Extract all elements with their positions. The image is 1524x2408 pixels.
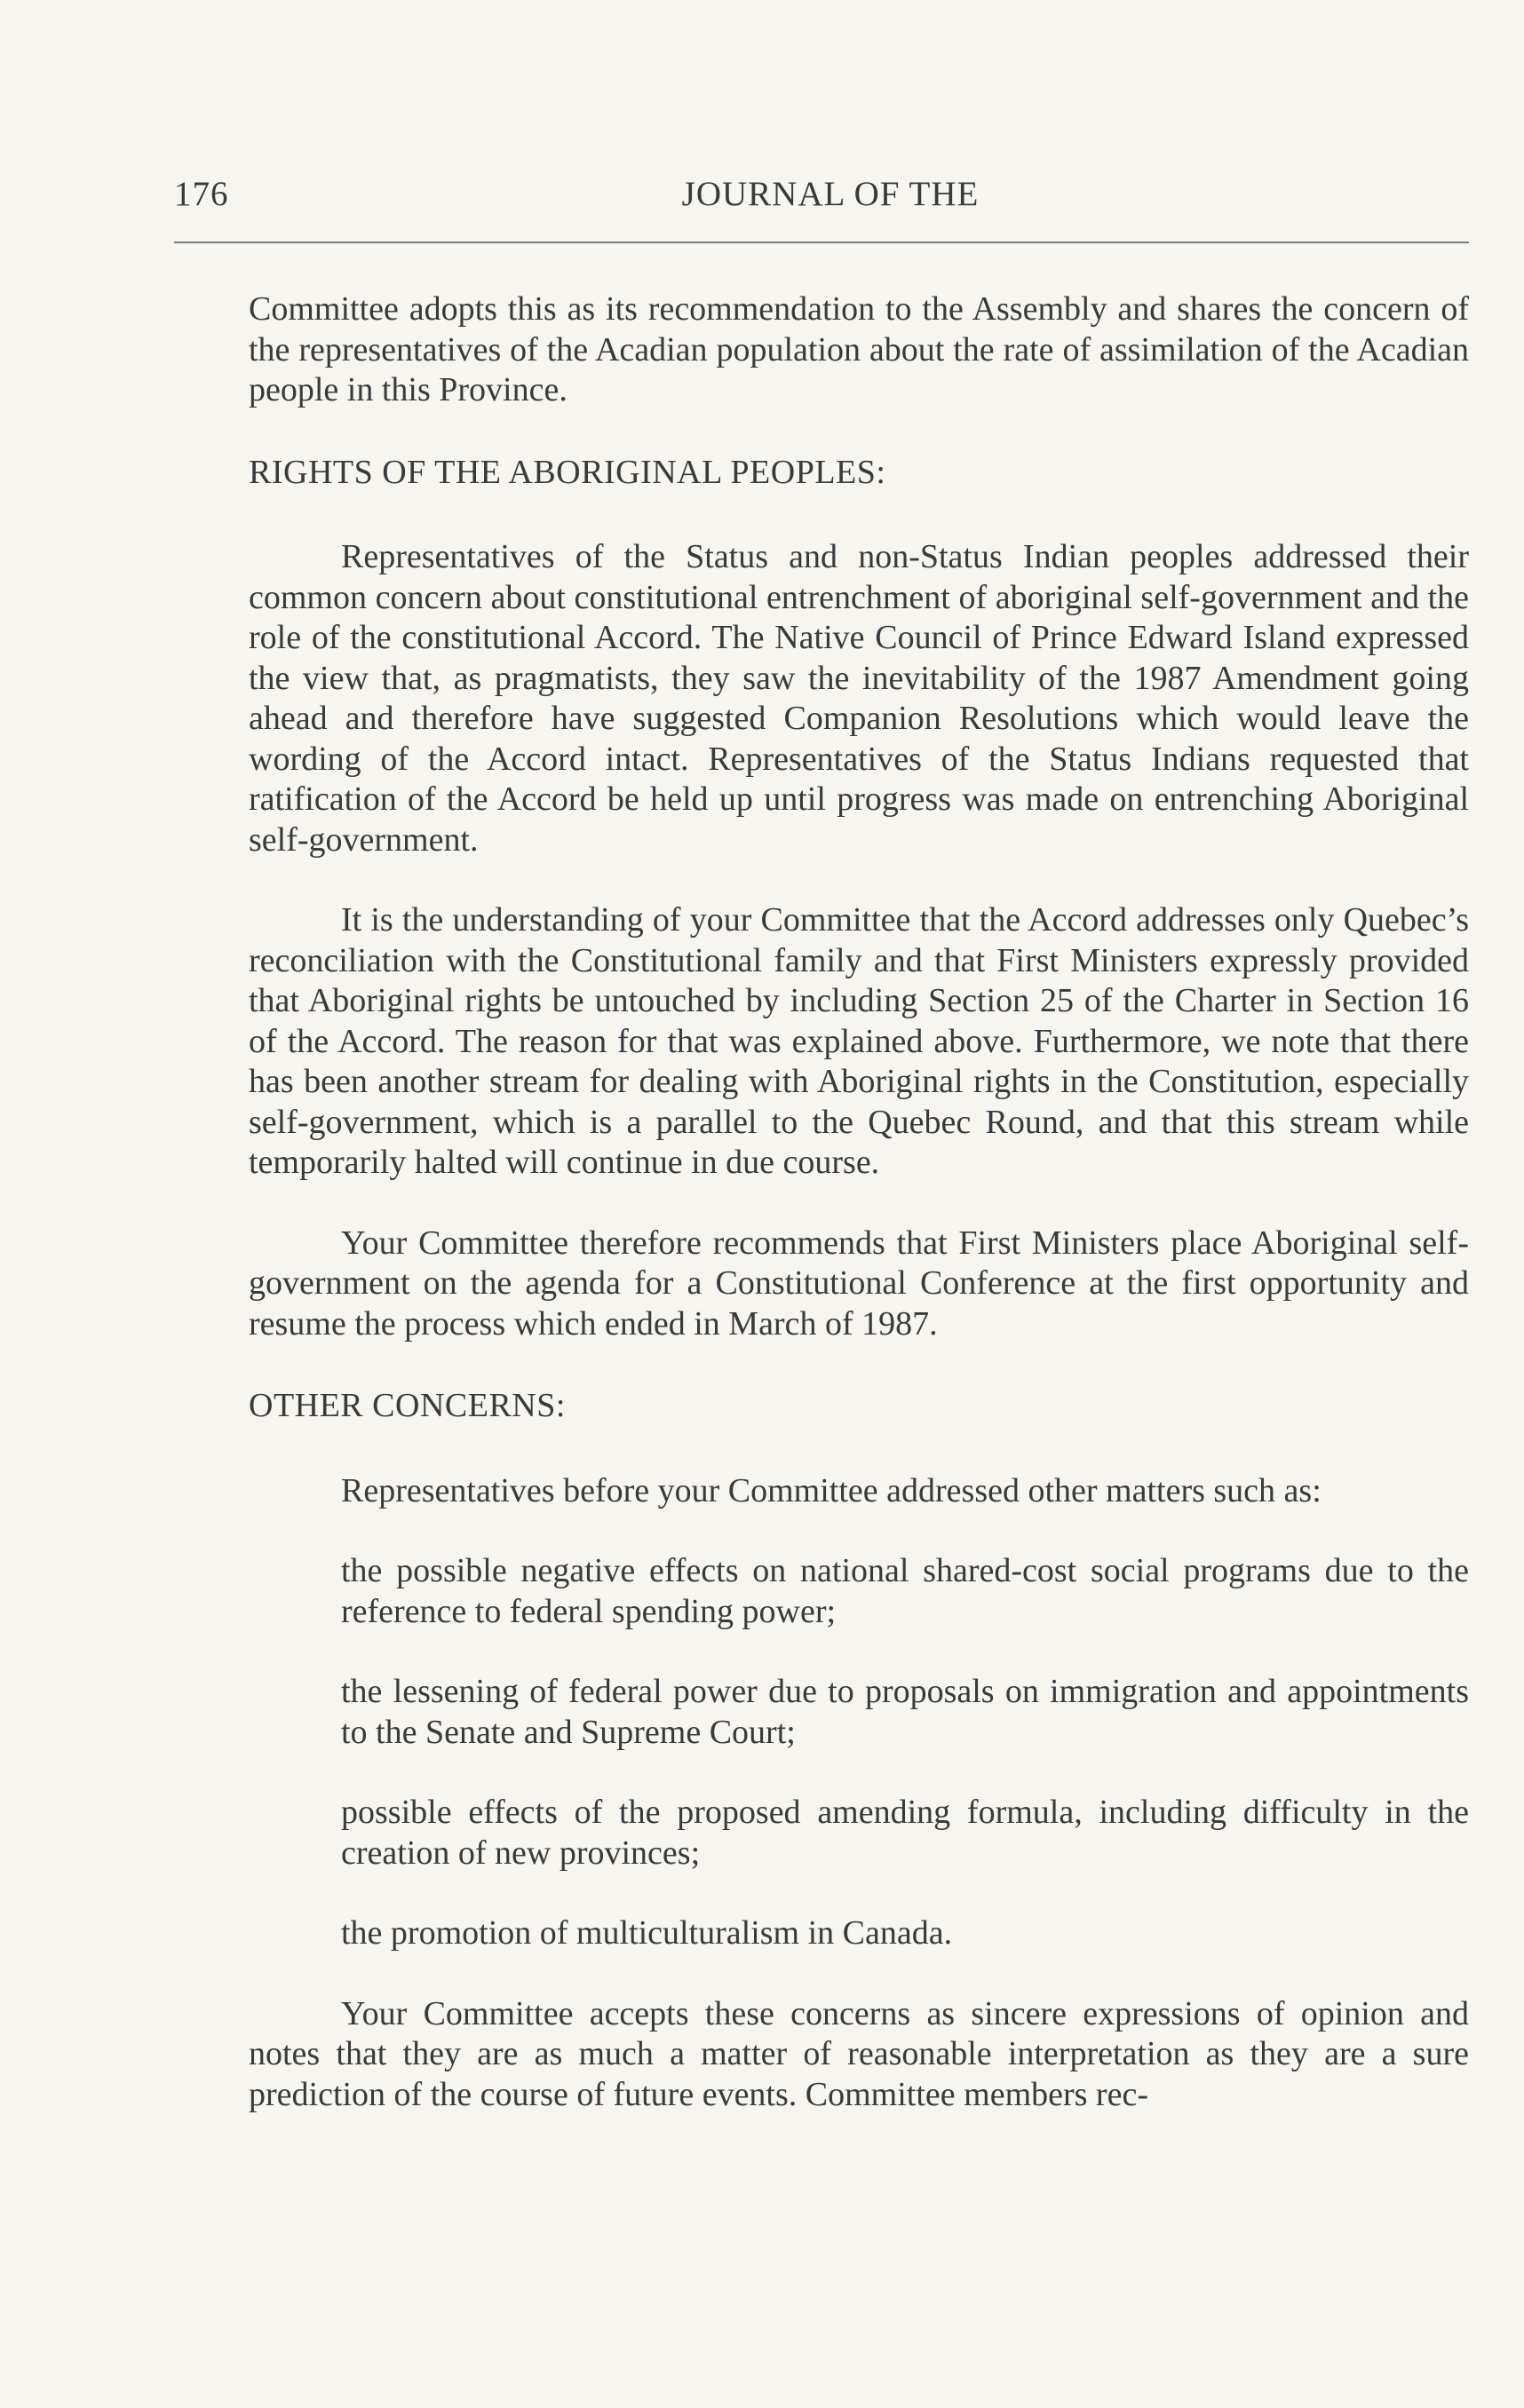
page-number: 176: [174, 175, 229, 213]
paragraph-committee-accepts: Your Committee accepts these concerns as sincere expressions of opinion and notes that they are as much a matter of reasonable interpretation as they are a sure prediction of the course of future events. Committee members rec-: [249, 1994, 1469, 2113]
paragraph-acadian-continuation: Committee adopts this as its recommendation to the Assembly and shares the concern of the representatives of the Acadian population about the rate of assimilation of the Acadian people in this Province.: [249, 290, 1469, 408]
section-heading-aboriginal-rights: RIGHTS OF THE ABORIGINAL PEOPLES:: [249, 453, 886, 491]
list-item-federal-power: the lessening of federal power due to proposals on immigration and appointments to the Senate and Supreme Court;: [341, 1673, 1469, 1751]
paragraph-aboriginal-representatives: Representatives of the Status and non-Status Indian peoples addressed their common concern about constitutional entrenchment of aboriginal self-government and the role of the constitutional Accord. The Native Council of Prince Edward Island expressed the view that, as pragmatists, they saw the inevitability of the 1987 Amendment going ahead and therefore have suggested Companion Resolutions which would leave the wording of the Accord intact. Representatives of the Status Indians requested that ratification of the Accord be held up until progress was made on entrenching Aboriginal self-government.: [249, 538, 1469, 859]
paragraph-committee-understanding: It is the understanding of your Committee that the Accord addresses only Quebec’s reconciliation with the Constitutional family and that First Ministers expressly provided that Aboriginal rights be untouched by including Section 25 of the Charter in Section 16 of the Accord. The reason for that was explained above. Furthermore, we note that there has been another stream for dealing with Aboriginal rights in the Constitution, especially self-government, which is a parallel to the Quebec Round, and that this stream while temporarily halted will continue in due course.: [249, 901, 1469, 1181]
section-heading-other-concerns: OTHER CONCERNS:: [249, 1387, 566, 1424]
paragraph-other-matters-intro: Representatives before your Committee addressed other matters such as:: [341, 1471, 1322, 1509]
list-item-multiculturalism: the promotion of multiculturalism in Canada.: [341, 1914, 953, 1952]
page-body: [249, 289, 1469, 2115]
running-head: JOURNAL OF THE: [681, 175, 980, 213]
header-rule: [174, 242, 1469, 243]
list-item-amending-formula: possible effects of the proposed amending formula, including difficulty in the creation of new provinces;: [341, 1794, 1469, 1872]
list-item-social-programs: the possible negative effects on national shared-cost social programs due to the reference to federal spending power;: [341, 1552, 1469, 1630]
page-header: [174, 174, 1469, 218]
paragraph-recommendation: Your Committee therefore recommends that First Ministers place Aboriginal self-government on the agenda for a Constitutional Conference at the first opportunity and resume the process which ended in March of 1987.: [249, 1224, 1469, 1343]
